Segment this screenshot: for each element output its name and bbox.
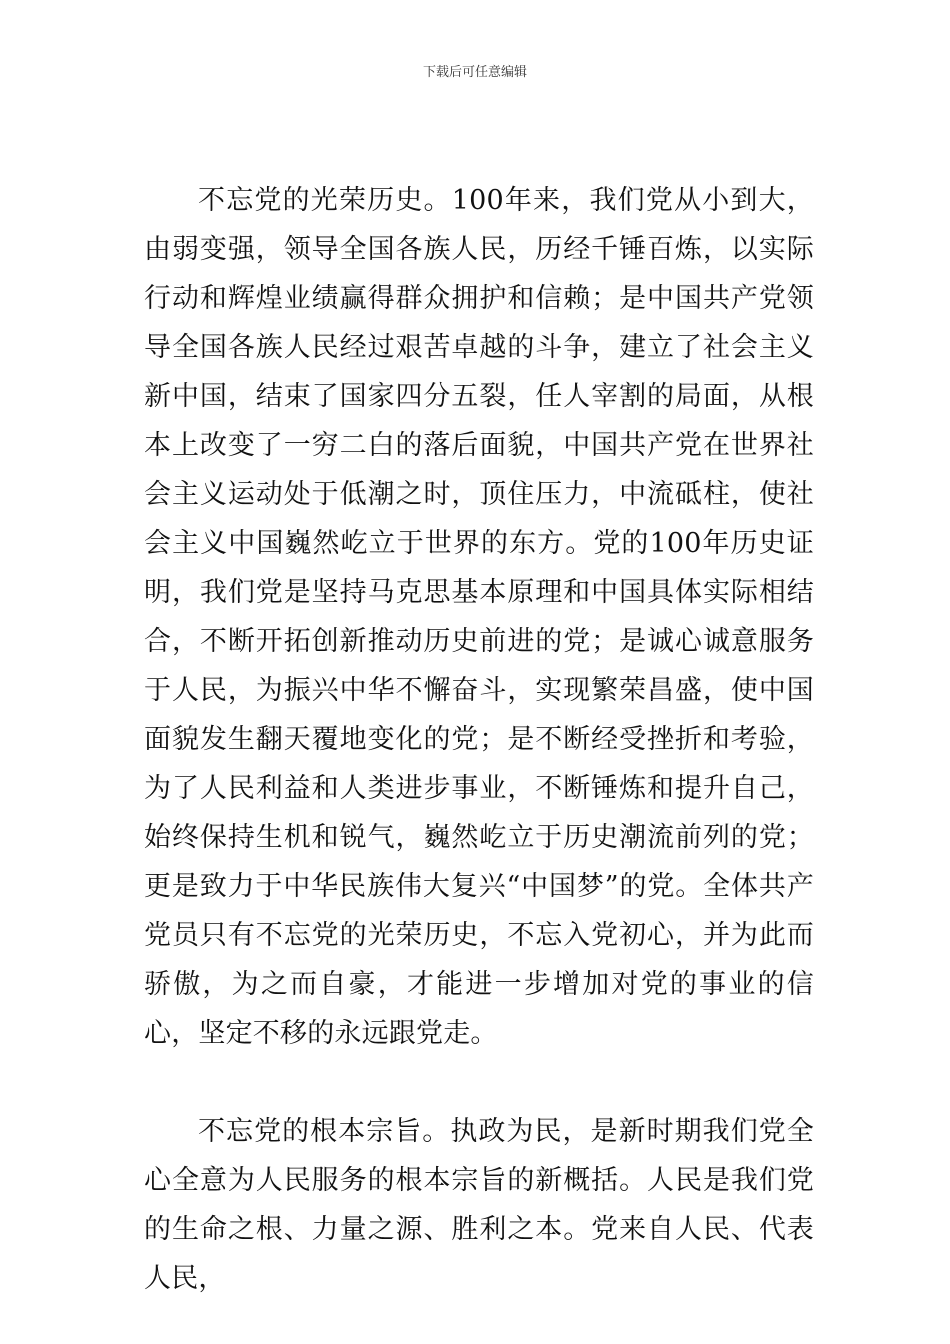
- page-header: 下载后可任意编辑: [422, 65, 527, 80]
- document-body: [144, 176, 814, 1303]
- paragraph-party-purpose: 不忘党的根本宗旨。执政为民，是新时期我们党全心全意为人民服务的根本宗旨的新概括。人民是我们党的生命之根、力量之源、胜利之本。党来自人民、代表人民，: [144, 1116, 814, 1294]
- paragraph-party-history: 不忘党的光荣历史。100年来，我们党从小到大，由弱变强，领导全国各族人民，历经千锤百炼，以实际行动和辉煌业绩赢得群众拥护和信赖；是中国共产党领导全国各族人民经过艰苦卓越的斗争，建立了社会主义新中国，结束了国家四分五裂，任人宰割的局面，从根本上改变了一穷二白的落后面貌，中国共产党在世界社会主义运动处于低潮之时，顶住压力，中流砥柱，使社会主义中国巍然屹立于世界的东方。党的100年历史证明，我们党是坚持马克思基本原理和中国具体实际相结合，不断开拓创新推动历史前进的党；是诚心诚意服务于人民，为振兴中华不懈奋斗，实现繁荣昌盛，使中国面貌发生翻天覆地变化的党；是不断经受挫折和考验，为了人民利益和人类进步事业，不断锤炼和提升自己，始终保持生机和锐气，巍然屹立于历史潮流前列的党；更是致力于中华民族伟大复兴“中国梦”的党。全体共产党员只有不忘党的光荣历史，不忘入党初心，并为此而骄傲，为之而自豪，才能进一步增加对党的事业的信心，坚定不移的永远跟党走。: [144, 185, 814, 1049]
